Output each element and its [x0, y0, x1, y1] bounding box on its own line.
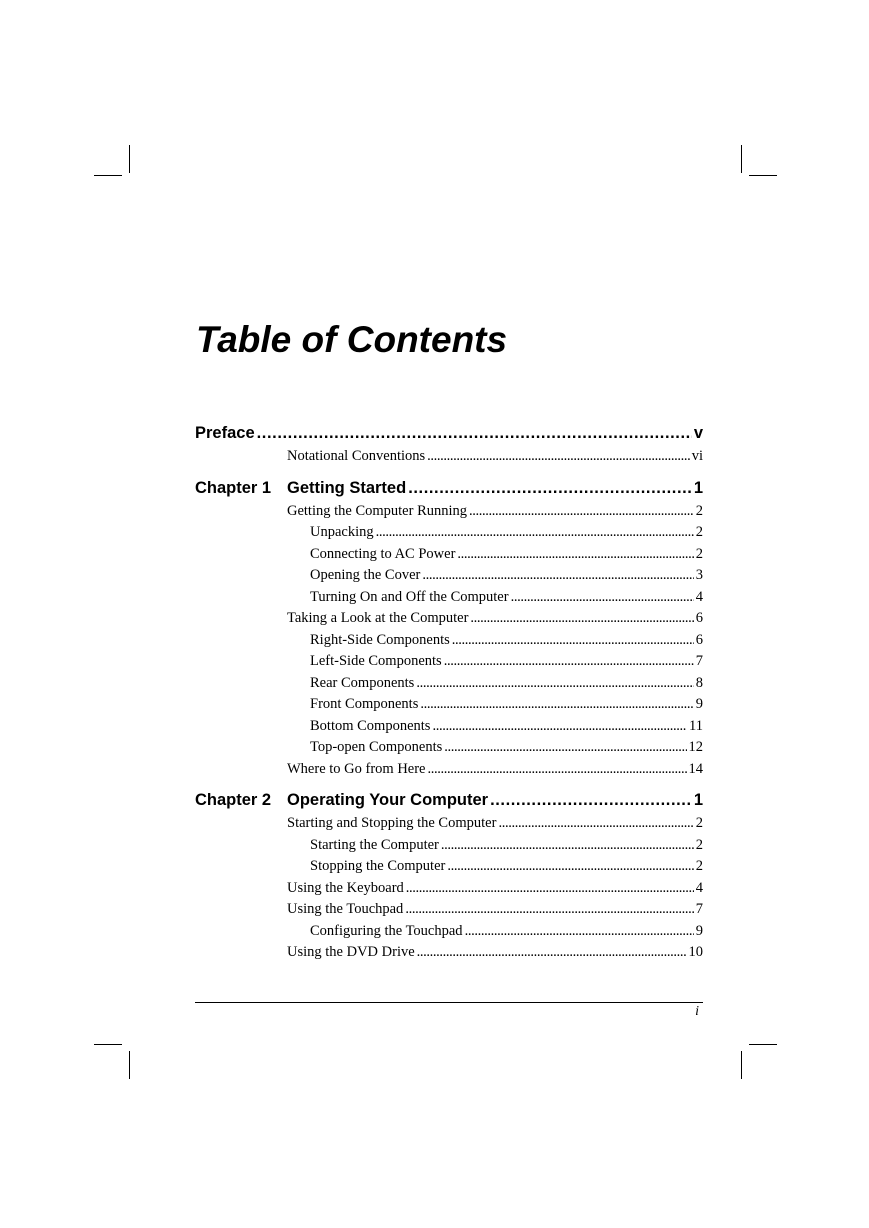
toc-entry[interactable] [287, 880, 703, 902]
entry-label: Configuring the Touchpad [310, 922, 463, 939]
entry-page: 6 [695, 631, 703, 648]
entry-page: 3 [695, 567, 703, 583]
entry-page: 9 [695, 696, 703, 712]
entry-page: 10 [688, 944, 703, 960]
entry-page: 4 [695, 588, 703, 605]
entry-page: 2 [695, 836, 703, 853]
toc-entry[interactable] [310, 653, 703, 675]
chapter-title: Operating Your Computer [287, 791, 489, 809]
toc-entry[interactable] [287, 448, 703, 470]
entry-label: Connecting to AC Power [310, 545, 456, 562]
toc-entry[interactable] [310, 837, 703, 859]
entry-label: Getting the Computer Running [287, 502, 468, 519]
entry-page: v [693, 424, 703, 442]
entry-label: Starting the Computer [310, 836, 439, 853]
entry-label: Top-open Components [310, 739, 443, 755]
toc-entry-chapter-1[interactable] [195, 479, 703, 503]
toc-entry[interactable] [310, 632, 703, 654]
entry-page: 7 [695, 653, 703, 669]
dot-leader [447, 858, 693, 875]
dot-leader [444, 653, 694, 670]
dot-leader [405, 901, 693, 918]
crop-mark [749, 175, 777, 176]
chapter-number: Chapter 1 [195, 478, 272, 497]
entry-page: 6 [695, 610, 703, 626]
entry-page: 9 [695, 922, 703, 939]
entry-label: Taking a Look at the Computer [287, 610, 469, 626]
toc-entry[interactable] [310, 675, 703, 697]
dot-leader [470, 610, 693, 627]
crop-mark [741, 145, 742, 173]
dot-leader [416, 675, 693, 692]
dot-leader [406, 880, 694, 897]
footer-divider [195, 1002, 703, 1003]
toc-entry-chapter-2[interactable] [195, 791, 703, 815]
crop-mark [129, 1051, 130, 1079]
entry-label: Using the Keyboard [287, 879, 404, 896]
entry-page: 2 [695, 858, 703, 874]
toc-entry[interactable] [287, 901, 703, 923]
toc-entry[interactable] [310, 524, 703, 546]
entry-label: Turning On and Off the Computer [310, 588, 509, 605]
entry-page: 2 [695, 524, 703, 540]
toc-entry[interactable] [310, 718, 703, 740]
page-title: Table of Contents [196, 319, 508, 360]
entry-page: 2 [695, 815, 703, 831]
entry-label: Rear Components [310, 674, 415, 691]
entry-page: 8 [695, 674, 703, 691]
toc-entry[interactable] [310, 567, 703, 589]
dot-leader [490, 791, 692, 810]
dot-leader [422, 567, 693, 584]
chapter-number: Chapter 2 [195, 791, 272, 809]
dot-leader [420, 696, 693, 713]
dot-leader [428, 761, 687, 778]
toc-entry[interactable] [287, 761, 703, 783]
entry-label: Notational Conventions [287, 448, 426, 464]
entry-label: Stopping the Computer [310, 858, 446, 874]
entry-label: Unpacking [310, 524, 374, 540]
dot-leader [376, 524, 694, 541]
entry-label: Opening the Cover [310, 567, 421, 583]
toc-entry-preface[interactable] [195, 424, 703, 448]
entry-label: Starting and Stopping the Computer [287, 815, 497, 831]
toc-entry[interactable] [310, 858, 703, 880]
entry-page: 2 [695, 545, 703, 562]
dot-leader [441, 837, 694, 854]
table-of-contents [195, 424, 703, 966]
dot-leader [469, 503, 694, 520]
dot-leader [498, 815, 693, 832]
dot-leader [408, 479, 692, 498]
entry-page: 2 [695, 502, 703, 519]
toc-entry[interactable] [287, 944, 703, 966]
dot-leader [257, 424, 692, 443]
entry-page: 12 [688, 739, 703, 755]
crop-mark [129, 145, 130, 173]
toc-entry[interactable] [310, 739, 703, 761]
entry-label: Using the Touchpad [287, 901, 404, 917]
dot-leader [511, 589, 694, 606]
chapter-title: Getting Started [287, 478, 407, 497]
crop-mark [94, 1044, 122, 1045]
entry-page: 1 [693, 478, 703, 497]
crop-mark [741, 1051, 742, 1079]
dot-leader [427, 448, 690, 465]
entry-page: vi [691, 448, 703, 464]
dot-leader [452, 632, 694, 649]
toc-entry[interactable] [310, 696, 703, 718]
toc-entry[interactable] [310, 546, 703, 568]
entry-label: Right-Side Components [310, 631, 450, 648]
entry-page: 4 [695, 879, 703, 896]
entry-page: 14 [688, 760, 703, 777]
entry-page: 7 [695, 901, 703, 917]
dot-leader [457, 546, 693, 563]
crop-mark [749, 1044, 777, 1045]
toc-entry[interactable] [287, 815, 703, 837]
toc-entry[interactable] [310, 589, 703, 611]
toc-entry[interactable] [287, 610, 703, 632]
entry-label: Front Components [310, 696, 419, 712]
entry-label: Where to Go from Here [287, 760, 426, 777]
entry-label: Using the DVD Drive [287, 944, 415, 960]
toc-entry[interactable] [310, 923, 703, 945]
dot-leader [417, 944, 687, 961]
entry-page: 11 [689, 717, 703, 734]
entry-label: Bottom Components [310, 717, 431, 734]
crop-mark [94, 175, 122, 176]
dot-leader [465, 923, 694, 940]
toc-entry[interactable] [287, 503, 703, 525]
page-number: i [695, 1004, 699, 1019]
dot-leader [444, 739, 686, 756]
entry-label: Preface [195, 424, 255, 442]
entry-page: 1 [693, 791, 703, 809]
entry-label: Left-Side Components [310, 653, 442, 669]
dot-leader [432, 718, 687, 735]
